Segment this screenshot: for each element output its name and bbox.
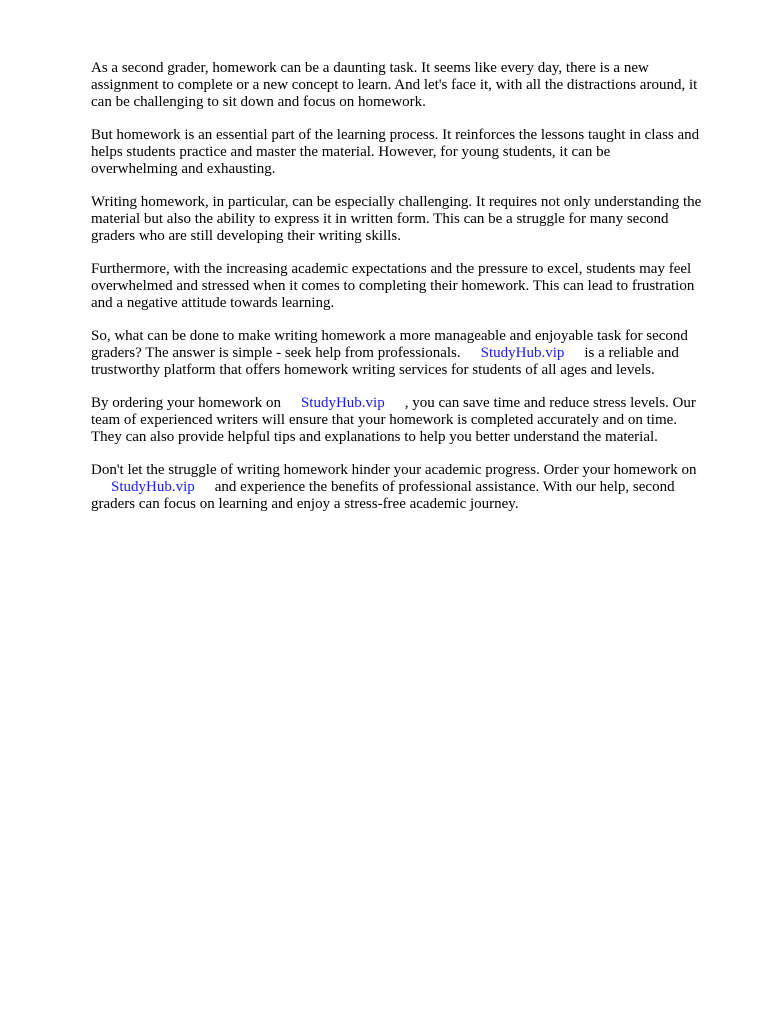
- paragraph-writing-challenge: Writing homework, in particular, can be especially challenging. It requires not only understanding the material but also the ability to express it in written form. This can be a struggle for many second graders who are still developing their writing skills.: [91, 194, 702, 244]
- studyhub-link-1[interactable]: StudyHub.vip: [480, 345, 565, 361]
- paragraph-ordering: [91, 395, 731, 446]
- paragraph-ordering-text-end: , you can save time and reduce stress levels. Our team of experienced writers will ensure that your homework is completed accurately and on time. They can also provide helpful tips and explanations to help you better understand the material.: [91, 395, 696, 445]
- paragraph-closing: [91, 462, 731, 513]
- studyhub-link-2[interactable]: StudyHub.vip: [300, 395, 385, 411]
- document-page: [91, 60, 731, 529]
- paragraph-solution-text-start: So, what can be done to make writing homework a more manageable and enjoyable task for second graders? The answer is simple - seek help from professionals.: [91, 328, 688, 361]
- studyhub-link-3[interactable]: StudyHub.vip: [111, 479, 195, 495]
- paragraph-ordering-text-start: By ordering your homework on: [91, 395, 281, 411]
- paragraph-closing-text-end: and experience the benefits of professional assistance. With our help, second graders can focus on learning and enjoy a stress-free academic journey.: [91, 479, 675, 512]
- paragraph-importance: But homework is an essential part of the learning process. It reinforces the lessons taught in class and helps students practice and master the material. However, for young students, it can be overwhelming and exhausting.: [91, 127, 700, 177]
- paragraph-pressure: Furthermore, with the increasing academic expectations and the pressure to excel, students may feel overwhelmed and stressed when it comes to completing their homework. This can lead to frustration and a negative attitude towards learning.: [91, 261, 695, 311]
- paragraph-solution-text-end: is a reliable and trustworthy platform that offers homework writing services for students of all ages and levels.: [91, 345, 679, 378]
- paragraph-intro: As a second grader, homework can be a daunting task. It seems like every day, there is a new assignment to complete or a new concept to learn. And let's face it, with all the distractions around, it can be challenging to sit down and focus on homework.: [91, 60, 698, 110]
- paragraph-solution: [91, 328, 731, 379]
- paragraph-closing-text-start: Don't let the struggle of writing homework hinder your academic progress. Order your homework on: [91, 462, 697, 478]
